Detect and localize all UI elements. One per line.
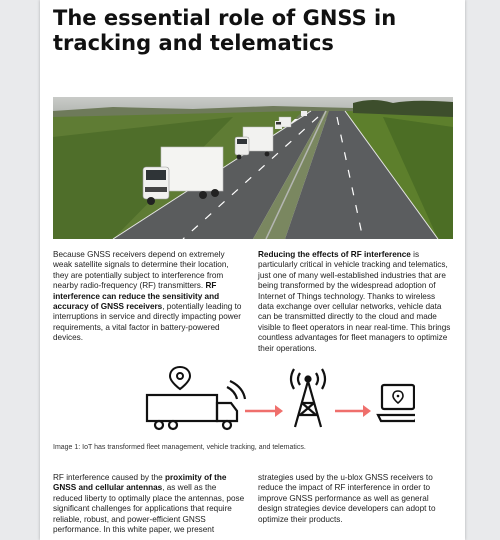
- iot-diagram: [95, 365, 415, 435]
- intro-paragraph: [53, 250, 243, 344]
- proximity-text-1: RF interference caused by the: [53, 473, 165, 482]
- highway-trucks-photo: [53, 97, 453, 239]
- image-caption: Image 1: IoT has transformed fleet management, vehicle tracking, and telematics.: [53, 444, 306, 451]
- rf-effects-paragraph: [258, 250, 453, 354]
- laptop-icon: [378, 385, 415, 421]
- intro-text-2: , potentially leading to interruptions in service and directly impacting power requirements, a vital factor in battery-powered devices.: [53, 302, 242, 343]
- location-pin-icon: [170, 367, 190, 389]
- intro-text-1: Because GNSS receivers depend on extremely weak satellite signals to determine their location, they are potentially subject to interference from nearby radio-frequency (RF) transmitters.: [53, 250, 229, 291]
- intro-bold-1: RF interference can reduce the sensitivity and accuracy of GNSS receivers: [53, 281, 220, 312]
- arrow-icon: [245, 405, 283, 417]
- proximity-paragraph: [53, 473, 248, 535]
- proximity-text-2: , as well as the reduced liberty to optimally place the antennas, pose significant challenges for applications that require reliable, robust, and power-efficient GNSS performance. In this white paper, we present: [53, 483, 245, 535]
- rf-effects-text: is particularly critical in vehicle tracking and telematics, just one of many well-established industries that are being transformed by the widespread adoption of Internet of Things technology. Thanks to wireless data exchange over cellular networks, vehicle data can be transmitted directly to the cloud and made visible to fleet operators in near real-time. This brings countless advantages for fleet managers to optimize their operations.: [258, 250, 451, 353]
- cell-tower-icon: [291, 369, 325, 427]
- strategies-paragraph: [258, 473, 453, 525]
- page-title: The essential role of GNSS in tracking and telematics: [53, 6, 397, 55]
- strategies-text: strategies used by the u-blox GNSS receivers to reduce the impact of RF interference in order to improve GNSS performance as well as general design strategies device developers can adopt to optimize their products.: [258, 473, 436, 524]
- arrow-icon: [335, 405, 371, 417]
- proximity-bold: proximity of the GNSS and cellular antennas: [53, 473, 227, 493]
- truck-icon: [147, 381, 245, 429]
- document-page: [40, 0, 465, 540]
- rf-effects-bold: Reducing the effects of RF interference: [258, 250, 411, 259]
